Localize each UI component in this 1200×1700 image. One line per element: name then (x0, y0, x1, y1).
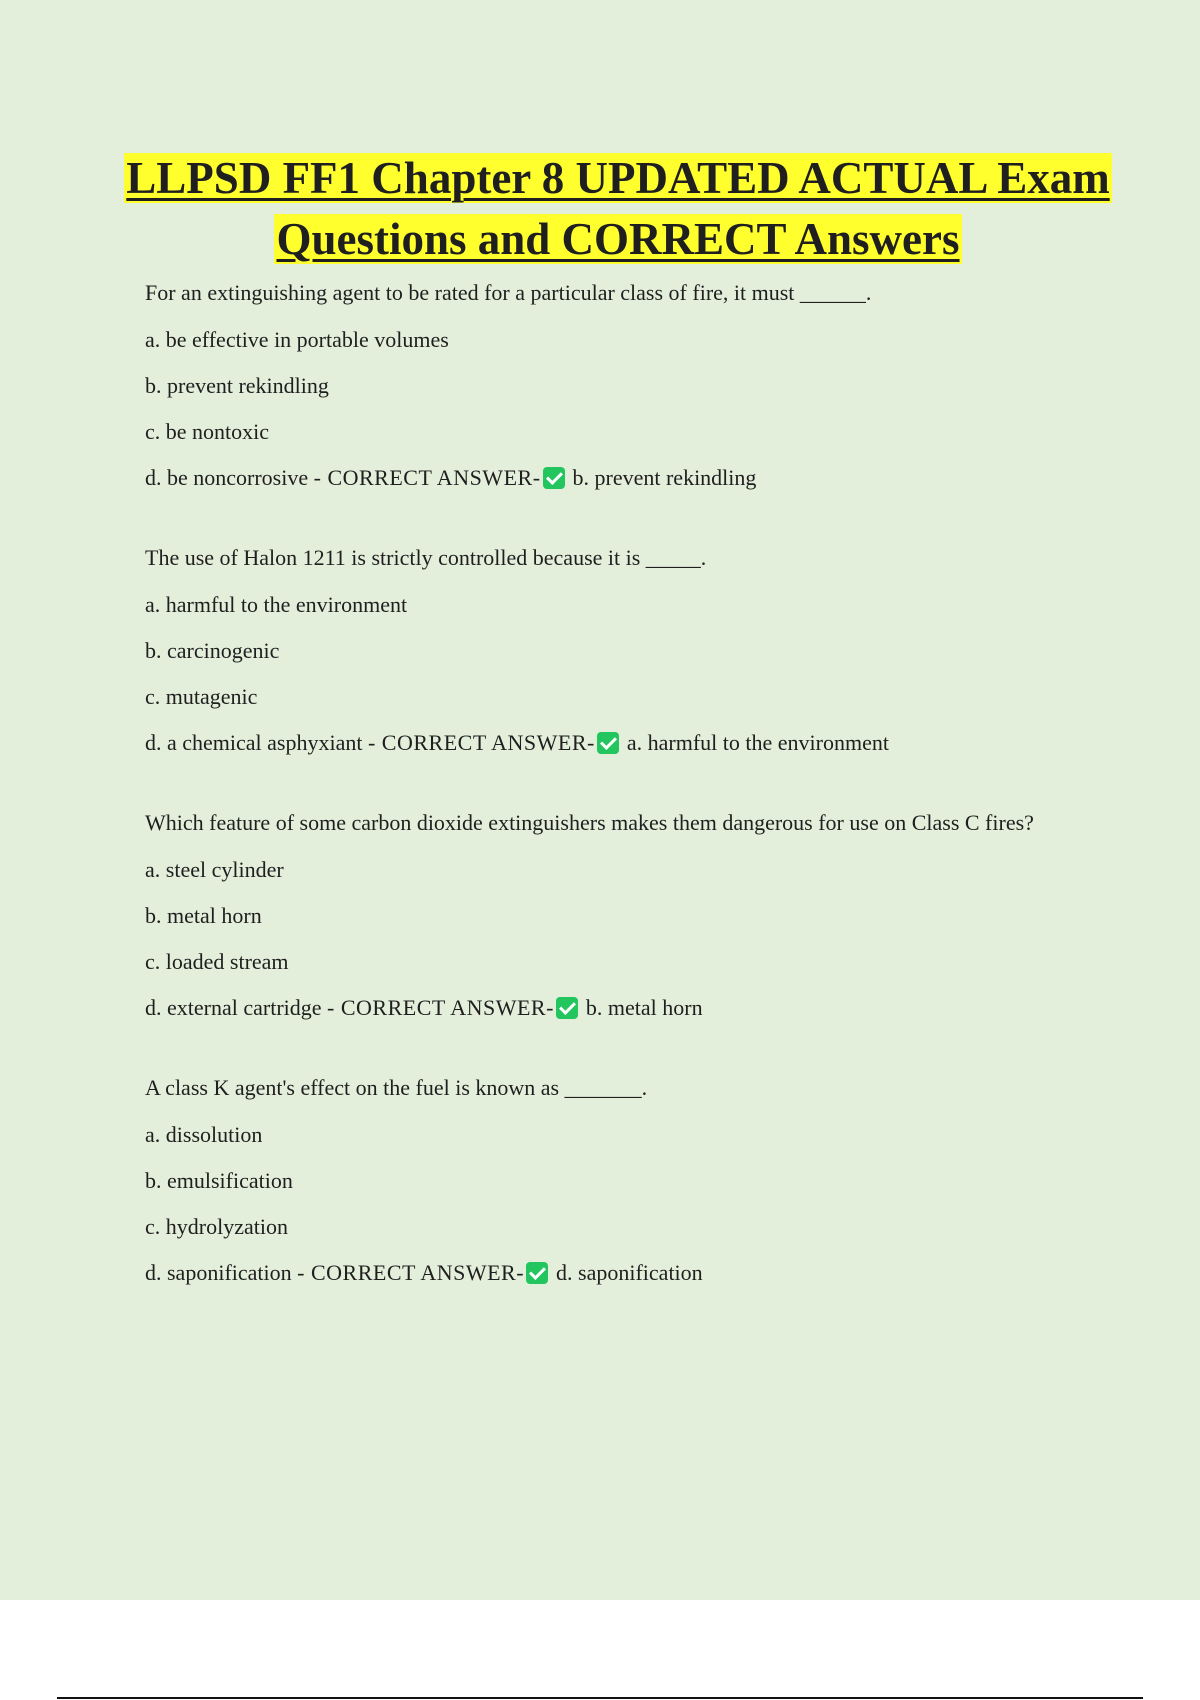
question-block (145, 543, 1085, 758)
option-item: b. emulsification (145, 1168, 293, 1193)
answer-line (145, 728, 1085, 758)
option-item: c. hydrolyzation (145, 1214, 288, 1239)
question-text: A class K agent's effect on the fuel is known as _______. (145, 1075, 648, 1100)
check-square-icon (526, 1262, 548, 1284)
answer-line (145, 1258, 1085, 1288)
option-item: b. carcinogenic (145, 638, 280, 663)
question-block (145, 278, 1085, 493)
option-item: a. be effective in portable volumes (145, 327, 449, 352)
option-item: a. steel cylinder (145, 857, 284, 882)
document-title (100, 148, 1136, 270)
option-item: c. loaded stream (145, 949, 289, 974)
correct-answer: b. prevent rekindling (572, 465, 757, 490)
answer-line (145, 463, 1085, 493)
option-item: a. dissolution (145, 1122, 263, 1147)
option-item: d. be noncorrosive (145, 465, 309, 490)
footer-divider (57, 1697, 1143, 1699)
option-item: d. a chemical asphyxiant (145, 730, 363, 755)
question-block (145, 1073, 1085, 1288)
answer-line (145, 993, 1085, 1023)
check-square-icon (556, 997, 578, 1019)
answer-label: - CORRECT ANSWER- (367, 730, 595, 755)
correct-answer: d. saponification (556, 1260, 703, 1285)
option-item: d. saponification (145, 1260, 292, 1285)
correct-answer: a. harmful to the environment (626, 730, 889, 755)
question-list (145, 278, 1085, 1338)
correct-answer: b. metal horn (585, 995, 703, 1020)
title-highlight: LLPSD FF1 Chapter 8 UPDATED ACTUAL Exam Questions and CORRECT Answers (126, 153, 1110, 264)
option-item: a. harmful to the environment (145, 592, 408, 617)
check-square-icon (597, 732, 619, 754)
answer-label: - CORRECT ANSWER- (327, 995, 554, 1020)
question-block (145, 808, 1085, 1023)
option-item: b. prevent rekindling (145, 373, 329, 398)
option-item: c. mutagenic (145, 684, 258, 709)
check-square-icon (543, 467, 565, 489)
question-text: Which feature of some carbon dioxide extinguishers makes them dangerous for use on Class C fires? (145, 810, 1034, 835)
answer-label: - CORRECT ANSWER- (313, 465, 541, 490)
answer-label: - CORRECT ANSWER- (297, 1260, 525, 1285)
option-item: b. metal horn (145, 903, 262, 928)
question-text: For an extinguishing agent to be rated for a particular class of fire, it must ______. (145, 280, 872, 305)
option-item: d. external cartridge (145, 995, 322, 1020)
question-text: The use of Halon 1211 is strictly controlled because it is _____. (145, 545, 707, 570)
option-item: c. be nontoxic (145, 419, 270, 444)
